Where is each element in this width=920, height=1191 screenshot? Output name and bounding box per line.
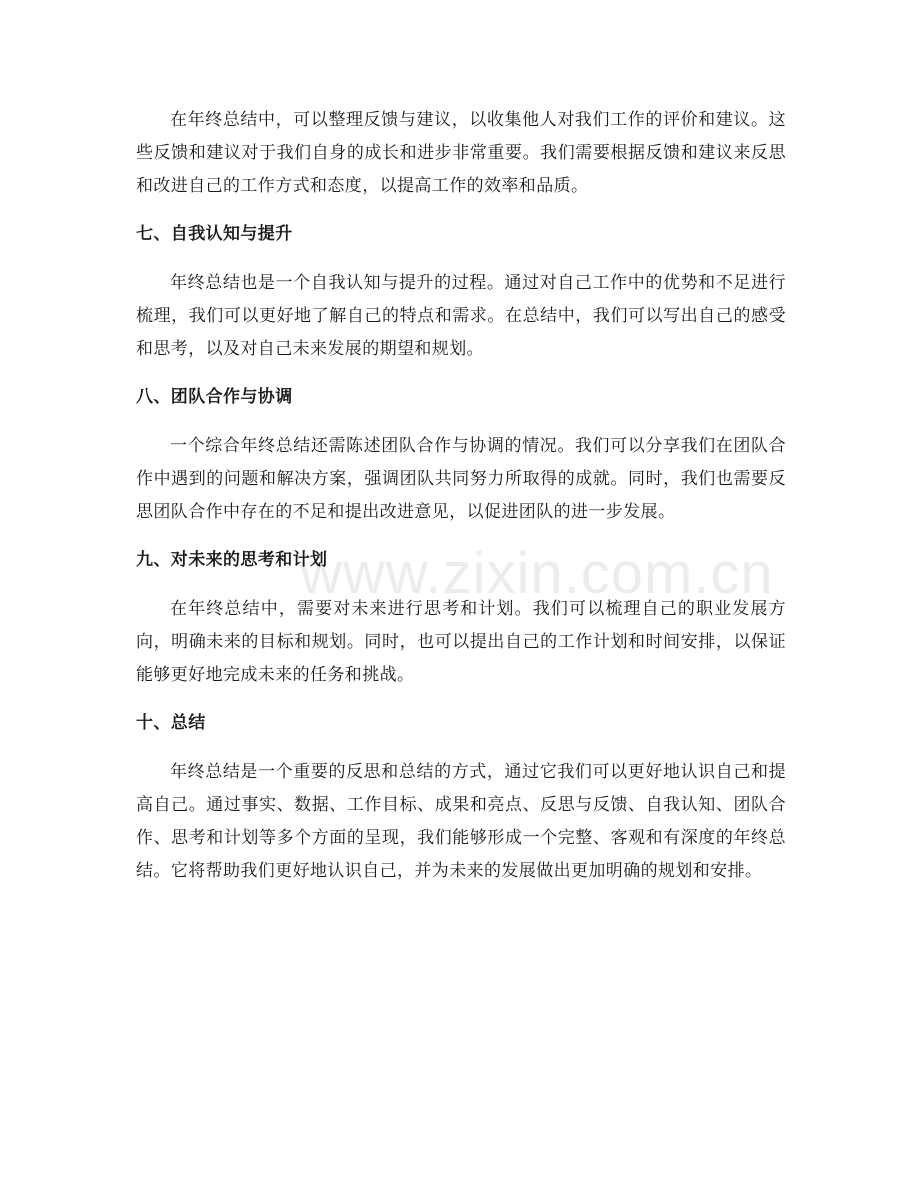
section-paragraph-9: 在年终总结中，需要对未来进行思考和计划。我们可以梳理自己的职业发展方向，明确未来的目标和规划。同时，也可以提出自己的工作计划和时间安排，以保证能够更好地完成未来的任务和挑战。 (136, 599, 786, 685)
section-heading-7: 七、自我认知与提升 (136, 224, 293, 244)
section-heading-10: 十、总结 (136, 713, 206, 733)
section-heading-8: 八、团队合作与协调 (136, 387, 293, 407)
section-paragraph-8: 一个综合年终总结还需陈述团队合作与协调的情况。我们可以分享我们在团队合作中遇到的问题和解决方案，强调团队共同努力所取得的成就。同时，我们也需要反思团队合作中存在的不足和提出改进意见，以促进团队的进一步发展。 (136, 436, 786, 522)
document-body (136, 104, 786, 888)
watermark: www.zixin.com.cn (300, 541, 774, 606)
intro-paragraph: 在年终总结中，可以整理反馈与建议，以收集他人对我们工作的评价和建议。这些反馈和建议对于我们自身的成长和进步非常重要。我们需要根据反馈和建议来反思和改进自己的工作方式和态度，以提高工作的效率和品质。 (136, 110, 786, 196)
section-heading-9: 九、对未来的思考和计划 (136, 550, 328, 570)
section-paragraph-10: 年终总结是一个重要的反思和总结的方式，通过它我们可以更好地认识自己和提高自己。通过事实、数据、工作目标、成果和亮点、反思与反馈、自我认知、团队合作、思考和计划等多个方面的呈现，我们能够形成一个完整、客观和有深度的年终总结。它将帮助我们更好地认识自己，并为未来的发展做出更加明确的规划和安排。 (136, 762, 786, 881)
section-paragraph-7: 年终总结也是一个自我认知与提升的过程。通过对自己工作中的优势和不足进行梳理，我们可以更好地了解自己的特点和需求。在总结中，我们可以写出自己的感受和思考，以及对自己未来发展的期望和规划。 (136, 273, 786, 359)
